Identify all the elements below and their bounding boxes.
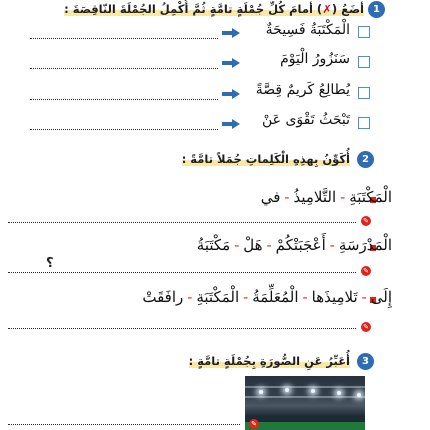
section-1-number: 1 bbox=[368, 1, 385, 18]
answer-line-2[interactable] bbox=[30, 68, 218, 69]
word-row-3: إِلَى-تَلامِيذَها-الْمُعَلِّمَةُ-الْمَكْتَبَةِ-رافَقَتْ bbox=[142, 288, 392, 306]
blue-arrow-icon bbox=[222, 89, 240, 99]
question-mark: ؟ bbox=[46, 256, 54, 271]
answer-line-3[interactable] bbox=[30, 99, 218, 100]
sentence-3: يُطالِعُ كَريمٌ قِصَّةً bbox=[255, 82, 350, 98]
sentence-2: سَنَزُورُ الْيَوْمَ bbox=[280, 51, 350, 67]
stadium-photo bbox=[245, 376, 365, 430]
word-row-2: الْمَدْرَسَةِ-أَعْجَبَتْكُمْ-هَلْ-مَكْتَبَةُ bbox=[196, 236, 392, 254]
x-mark-icon: ✗ bbox=[322, 2, 332, 16]
blue-arrow-icon bbox=[222, 58, 240, 68]
section-2-number: 2 bbox=[357, 151, 374, 168]
answer-line-row-2[interactable] bbox=[8, 272, 356, 273]
blue-arrow-icon bbox=[222, 119, 240, 129]
checkbox-sentence-4[interactable] bbox=[358, 117, 370, 129]
section-3-number: 3 bbox=[357, 353, 374, 370]
sentence-4: تَبْحَثُ تَقْوَى عَنْ bbox=[262, 112, 350, 128]
checkbox-sentence-1[interactable] bbox=[358, 26, 370, 38]
pencil-icon: ✎ bbox=[249, 419, 259, 429]
blue-arrow-icon bbox=[222, 28, 240, 38]
pencil-icon: ✎ bbox=[361, 322, 371, 332]
answer-line-row-3[interactable] bbox=[8, 328, 356, 329]
section-3-instruction: أُعَبِّرُ عَنِ الصُّورَةِ بِجُمْلَةٍ تامَّةٍ : bbox=[188, 354, 350, 368]
pencil-icon: ✎ bbox=[361, 266, 371, 276]
answer-line-1[interactable] bbox=[30, 38, 218, 39]
answer-line-4[interactable] bbox=[30, 129, 218, 130]
section-1-instruction: أضَعُ (✗) أمامَ كُلِّ جُمْلَةٍ تامَّةٍ ثُمَّ أُكْمِلُ الجُمْلَةَ النّاقِصَةَ : bbox=[64, 2, 364, 16]
checkbox-sentence-3[interactable] bbox=[358, 87, 370, 99]
section-2-instruction: أُكَوِّنُ بِهذِهِ الْكَلِماتِ جُمَلاً تامَّةً : bbox=[181, 152, 350, 166]
sentence-1: الْمَكْتَبَةُ فَسِيحَةٌ bbox=[265, 22, 350, 38]
answer-line-row-1[interactable] bbox=[8, 222, 356, 223]
word-row-1: الْمَكْتَبَةِ-التَّلامِيذُ-في bbox=[260, 188, 392, 206]
checkbox-sentence-2[interactable] bbox=[358, 56, 370, 68]
pencil-icon: ✎ bbox=[361, 216, 371, 226]
answer-line-section-3[interactable] bbox=[8, 424, 240, 425]
